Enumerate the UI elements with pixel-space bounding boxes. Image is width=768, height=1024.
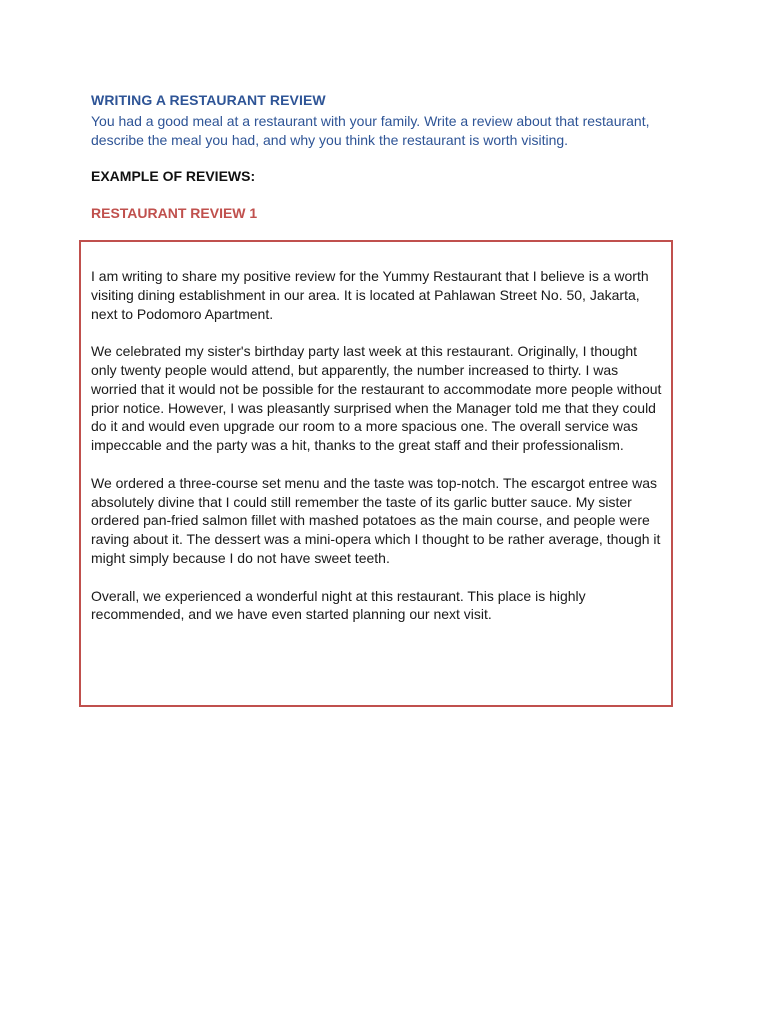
review-paragraph-2: We celebrated my sister's birthday party last week at this restaurant. Originally, I thought only twenty people would attend, but apparently, the number increased to thirty. I was worried that it would not be possible for the restaurant to accommodate more people without prior notice. However, I was pleasantly surprised when the Manager told me that they could do it and would even upgrade our room to a more spacious one. The overall service was impeccable and the party was a hit, thanks to the great staff and their professionalism. [91, 343, 662, 454]
review-heading: RESTAURANT REVIEW 1 [91, 205, 258, 221]
page-title: WRITING A RESTAURANT REVIEW [91, 92, 326, 108]
review-body [91, 267, 665, 643]
review-paragraph-4: Overall, we experienced a wonderful night at this restaurant. This place is highly recommended, and we have even started planning our next visit. [91, 587, 586, 623]
examples-heading: EXAMPLE OF REVIEWS: [91, 168, 256, 184]
assignment-instructions: You had a good meal at a restaurant with your family. Write a review about that restaurant, describe the meal you had, and why you think the restaurant is worth visiting. [91, 113, 650, 148]
review-box [79, 240, 673, 707]
review-paragraph-3: We ordered a three-course set menu and the taste was top-notch. The escargot entree was absolutely divine that I could still remember the taste of its garlic butter sauce. My sister ordered pan-fried salmon fillet with mashed potatoes as the main course, and people were raving about it. The dessert was a mini-opera which I thought to be rather average, though it might simply because I do not have sweet teeth. [91, 474, 661, 566]
review-paragraph-1: I am writing to share my positive review for the Yummy Restaurant that I believe is a worth visiting dining establishment in our area. It is located at Pahlawan Street No. 50, Jakarta, next to Podomoro Apartment. [91, 268, 649, 322]
